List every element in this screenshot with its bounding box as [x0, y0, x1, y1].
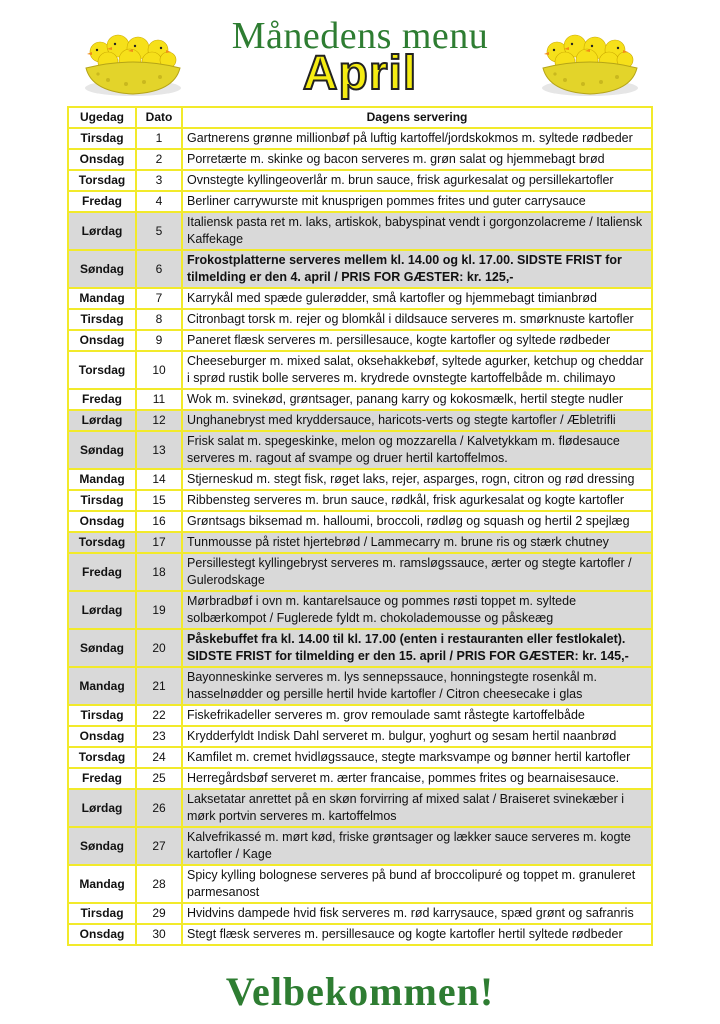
dish-cell: Spicy kylling bolognese serveres på bund af broccolipuré og toppet m. granuleret parmesanost — [182, 865, 652, 903]
table-row — [68, 924, 652, 945]
dish-cell: Cheeseburger m. mixed salat, oksehakkebøf, syltede agurker, ketchup og cheddar i sprød rustik bolle serveres m. krydrede ovnstegte kartoffelbåde m. chilimayo — [182, 351, 652, 389]
menu-table-body — [68, 128, 652, 945]
table-header-row — [68, 107, 652, 128]
table-row — [68, 827, 652, 865]
weekday-cell: Tirsdag — [68, 705, 136, 726]
dish-cell: Frokostplatterne serveres mellem kl. 14.00 og kl. 17.00. SIDSTE FRIST for tilmelding er den 4. april / PRIS FOR GÆSTER: kr. 125,- — [182, 250, 652, 288]
dish-cell: Kamfilet m. cremet hvidløgssauce, stegte marksvampe og bønner hertil kartofler — [182, 747, 652, 768]
dish-cell: Stegt flæsk serveres m. persillesauce og kogte kartofler hertil syltede rødbeder — [182, 924, 652, 945]
date-cell: 15 — [136, 490, 182, 511]
date-cell: 17 — [136, 532, 182, 553]
date-cell: 12 — [136, 410, 182, 431]
dish-cell: Kalvefrikassé m. mørt kød, friske grøntsager og lækker sauce serveres m. kogte kartofler / Kage — [182, 827, 652, 865]
dish-cell: Bayonneskinke serveres m. lys sennepssauce, honningstegte rosenkål m. hasselnødder og persille hertil hvide kartofler / Citron cheesecake i glas — [182, 667, 652, 705]
weekday-cell: Mandag — [68, 865, 136, 903]
dish-cell: Herregårdsbøf serveret m. ærter francaise, pommes frites og bearnaisesauce. — [182, 768, 652, 789]
date-cell: 4 — [136, 191, 182, 212]
dish-cell: Tunmousse på ristet hjertebrød / Lammecarry m. brune ris og stærk chutney — [182, 532, 652, 553]
table-row — [68, 250, 652, 288]
table-row — [68, 191, 652, 212]
weekday-cell: Lørdag — [68, 591, 136, 629]
footer-greeting: Velbekommen! — [225, 969, 495, 1014]
date-cell: 19 — [136, 591, 182, 629]
weekday-cell: Mandag — [68, 288, 136, 309]
dish-cell: Gartnerens grønne millionbøf på luftig kartoffel/jordskokmos m. syltede rødbeder — [182, 128, 652, 149]
dish-cell: Porretærte m. skinke og bacon serveres m. grøn salat og hjemmebagt brød — [182, 149, 652, 170]
dish-cell: Grøntsags biksemad m. halloumi, broccoli, rødløg og squash og hertil 2 spejlæg — [182, 511, 652, 532]
weekday-cell: Onsdag — [68, 511, 136, 532]
weekday-cell: Torsdag — [68, 532, 136, 553]
date-cell: 21 — [136, 667, 182, 705]
table-row — [68, 149, 652, 170]
date-cell: 28 — [136, 865, 182, 903]
table-row — [68, 726, 652, 747]
dish-cell: Laksetatar anrettet på en skøn forvirring af mixed salat / Braiseret svinekæber i mørk portvin serveres m. kartoffelmos — [182, 789, 652, 827]
weekday-cell: Fredag — [68, 553, 136, 591]
weekday-cell: Søndag — [68, 629, 136, 667]
column-header-weekday: Ugedag — [68, 107, 136, 128]
weekday-cell: Tirsdag — [68, 490, 136, 511]
table-row — [68, 469, 652, 490]
weekday-cell: Søndag — [68, 827, 136, 865]
date-cell: 30 — [136, 924, 182, 945]
table-row — [68, 212, 652, 250]
table-row — [68, 903, 652, 924]
date-cell: 5 — [136, 212, 182, 250]
weekday-cell: Fredag — [68, 768, 136, 789]
weekday-cell: Onsdag — [68, 330, 136, 351]
weekday-cell: Fredag — [68, 191, 136, 212]
weekday-cell: Lørdag — [68, 789, 136, 827]
page-title: Månedens menu — [231, 15, 489, 57]
dish-cell: Hvidvins dampede hvid fisk serveres m. rød karrysauce, spæd grønt og safranris — [182, 903, 652, 924]
date-cell: 2 — [136, 149, 182, 170]
weekday-cell: Onsdag — [68, 149, 136, 170]
weekday-cell: Mandag — [68, 469, 136, 490]
table-row — [68, 128, 652, 149]
date-cell: 26 — [136, 789, 182, 827]
table-row — [68, 288, 652, 309]
weekday-cell: Søndag — [68, 431, 136, 469]
dish-cell: Påskebuffet fra kl. 14.00 til kl. 17.00 (enten i restauranten eller festlokalet). SIDSTE FRIST for tilmelding er den 15. april / PRIS FOR GÆSTER: kr. 145,- — [182, 629, 652, 667]
date-cell: 8 — [136, 309, 182, 330]
dish-cell: Berliner carrywurste mit knusprigen pommes frites und guter carrysauce — [182, 191, 652, 212]
table-row — [68, 865, 652, 903]
dish-cell: Stjerneskud m. stegt fisk, røget laks, rejer, asparges, rogn, citron og rød dressing — [182, 469, 652, 490]
date-cell: 24 — [136, 747, 182, 768]
table-row — [68, 351, 652, 389]
weekday-cell: Torsdag — [68, 351, 136, 389]
weekday-cell: Fredag — [68, 389, 136, 410]
dish-cell: Ribbensteg serveres m. brun sauce, rødkål, frisk agurkesalat og kogte kartofler — [182, 490, 652, 511]
date-cell: 22 — [136, 705, 182, 726]
table-row — [68, 511, 652, 532]
weekday-cell: Lørdag — [68, 410, 136, 431]
dish-cell: Unghanebryst med kryddersauce, haricots-verts og stegte kartofler / Æbletrifli — [182, 410, 652, 431]
table-row — [68, 667, 652, 705]
weekday-cell: Tirsdag — [68, 128, 136, 149]
date-cell: 14 — [136, 469, 182, 490]
dish-cell: Wok m. svinekød, grøntsager, panang karry og kokosmælk, hertil stegte nudler — [182, 389, 652, 410]
date-cell: 23 — [136, 726, 182, 747]
date-cell: 29 — [136, 903, 182, 924]
date-cell: 9 — [136, 330, 182, 351]
date-cell: 13 — [136, 431, 182, 469]
dish-cell: Persillestegt kyllingebryst serveres m. ramsløgssauce, ærter og stegte kartofler / Gulerodskage — [182, 553, 652, 591]
weekday-cell: Torsdag — [68, 170, 136, 191]
date-cell: 7 — [136, 288, 182, 309]
dish-cell: Krydderfyldt Indisk Dahl serveret m. bulgur, yoghurt og sesam hertil naanbrød — [182, 726, 652, 747]
table-row — [68, 389, 652, 410]
date-cell: 11 — [136, 389, 182, 410]
weekday-cell: Torsdag — [68, 747, 136, 768]
table-row — [68, 591, 652, 629]
date-cell: 16 — [136, 511, 182, 532]
date-cell: 20 — [136, 629, 182, 667]
date-cell: 6 — [136, 250, 182, 288]
table-row — [68, 309, 652, 330]
table-row — [68, 768, 652, 789]
date-cell: 27 — [136, 827, 182, 865]
date-cell: 10 — [136, 351, 182, 389]
table-row — [68, 629, 652, 667]
table-row — [68, 705, 652, 726]
column-header-date: Dato — [136, 107, 182, 128]
table-row — [68, 431, 652, 469]
date-cell: 3 — [136, 170, 182, 191]
column-header-dish: Dagens servering — [182, 107, 652, 128]
dish-cell: Mørbradbøf i ovn m. kantarelsauce og pommes røsti toppet m. syltede solbærkompot / Fuglerede fyldt m. chokolademousse og påskeæg — [182, 591, 652, 629]
table-row — [68, 170, 652, 191]
table-row — [68, 490, 652, 511]
weekday-cell: Søndag — [68, 250, 136, 288]
month-title: April — [302, 47, 418, 100]
dish-cell: Ovnstegte kyllingeoverlår m. brun sauce, frisk agurkesalat og persillekartofler — [182, 170, 652, 191]
dish-cell: Citronbagt torsk m. rejer og blomkål i dildsauce serveres m. smørknuste kartofler — [182, 309, 652, 330]
dish-cell: Frisk salat m. spegeskinke, melon og mozzarella / Kalvetykkam m. flødesauce serveres m. ragout af svampe og druer hertil kartoffelmos. — [182, 431, 652, 469]
weekday-cell: Onsdag — [68, 726, 136, 747]
table-row — [68, 747, 652, 768]
weekday-cell: Tirsdag — [68, 903, 136, 924]
weekday-cell: Tirsdag — [68, 309, 136, 330]
table-row — [68, 553, 652, 591]
table-row — [68, 410, 652, 431]
weekday-cell: Mandag — [68, 667, 136, 705]
menu-table — [67, 106, 653, 946]
date-cell: 25 — [136, 768, 182, 789]
dish-cell: Fiskefrikadeller serveres m. grov remoulade samt råstegte kartoffelbåde — [182, 705, 652, 726]
dish-cell: Karrykål med spæde gulerødder, små kartofler og hjemmebagt timianbrød — [182, 288, 652, 309]
date-cell: 1 — [136, 128, 182, 149]
weekday-cell: Lørdag — [68, 212, 136, 250]
table-row — [68, 532, 652, 553]
table-row — [68, 330, 652, 351]
weekday-cell: Onsdag — [68, 924, 136, 945]
dish-cell: Italiensk pasta ret m. laks, artiskok, babyspinat vendt i gorgonzolacreme / Italiensk Kaffekage — [182, 212, 652, 250]
dish-cell: Paneret flæsk serveres m. persillesauce, kogte kartofler og syltede rødbeder — [182, 330, 652, 351]
table-row — [68, 789, 652, 827]
date-cell: 18 — [136, 553, 182, 591]
